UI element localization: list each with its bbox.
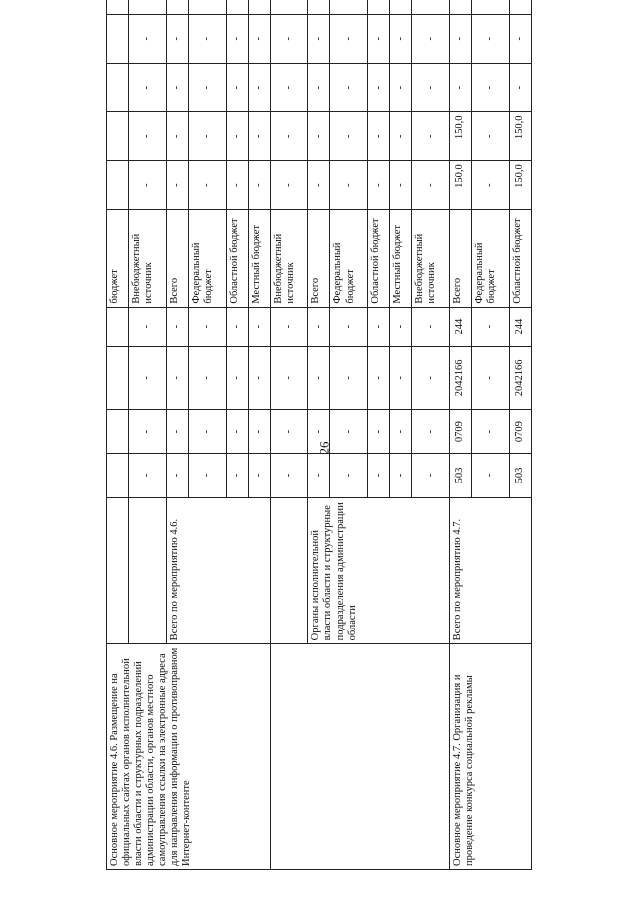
measure-4-7-total-label: Всего по мероприятию 4.7. <box>449 497 531 643</box>
table-row: - - - - Областной бюджет - - - - <box>226 0 248 870</box>
measure-4-6-total-label: Всего по мероприятию 4.6. <box>166 497 270 643</box>
source-cell: Федеральный бюджет <box>188 210 226 308</box>
table-row: - - - - Внебюджетный источник - - - - <box>129 0 167 870</box>
page-number: 26 <box>316 441 332 455</box>
table-row: - - - - Внебюджетный источник - - - - <box>412 0 450 870</box>
source-cell: бюджет <box>107 210 129 308</box>
table-row: - - - - Внебюджетный источник - - - - <box>270 0 308 870</box>
executor-cell-empty <box>107 497 129 643</box>
table-row: 503 0709 2042166 244 Областной бюджет 150,0 150,0 - - <box>509 0 531 870</box>
source-cell: Всего <box>449 210 471 308</box>
source-cell: Внебюджетный источник <box>412 210 450 308</box>
measure-4-6-title-cell: Основное мероприятие 4.6. Размещение на официальных сайтах органов исполнительной власти области и структурных подразделений администрации области, органов местного самоуправления ссылки на электронные адреса для направления информации о противоправном Интернет-контенте <box>107 644 271 870</box>
table-row: - - - - Местный бюджет - - - - <box>390 0 412 870</box>
table-row: - - - - Федеральный бюджет - - - - <box>472 0 510 870</box>
source-cell: Местный бюджет <box>248 210 270 308</box>
source-cell: Всего <box>166 210 188 308</box>
source-cell: Внебюджетный источник <box>270 210 308 308</box>
source-cell: Внебюджетный источник <box>129 210 167 308</box>
table-row <box>107 0 129 870</box>
source-cell: Областной бюджет <box>509 210 531 308</box>
table-row: - - - - Областной бюджет - - - - <box>368 0 390 870</box>
source-cell: Всего <box>308 210 330 308</box>
source-cell: Областной бюджет <box>226 210 248 308</box>
table-row: Всего по мероприятию 4.6. - - - - Всего - - - - <box>166 0 188 870</box>
budget-table <box>106 0 532 870</box>
table-row: Основное мероприятие 4.7. Организация и проведение конкурса социальной рекламы Всего по мероприятию 4.7. 503 0709 2042166 244 Всего 150,0 150,0 - - <box>449 0 471 870</box>
source-cell: Федеральный бюджет <box>330 210 368 308</box>
table-row: - - - - Федеральный бюджет - - - - <box>330 0 368 870</box>
measure-4-7-title-cell: Основное мероприятие 4.7. Организация и проведение конкурса социальной рекламы <box>449 644 531 870</box>
budget-table-sheet <box>106 0 532 870</box>
executor-cell: Органы исполнительной власти области и структурные подразделения администрации области <box>308 497 450 643</box>
measure-4-6-title-cont <box>270 644 449 870</box>
table-row: - - - - Федеральный бюджет - - - - <box>188 0 226 870</box>
table-row: Органы исполнительной власти области и структурные подразделения администрации области - - - - Всего - - - - <box>308 0 330 870</box>
source-cell: Федеральный бюджет <box>472 210 510 308</box>
table-row: - - - - Местный бюджет - - - - <box>248 0 270 870</box>
source-cell: Местный бюджет <box>390 210 412 308</box>
source-cell: Областной бюджет <box>368 210 390 308</box>
